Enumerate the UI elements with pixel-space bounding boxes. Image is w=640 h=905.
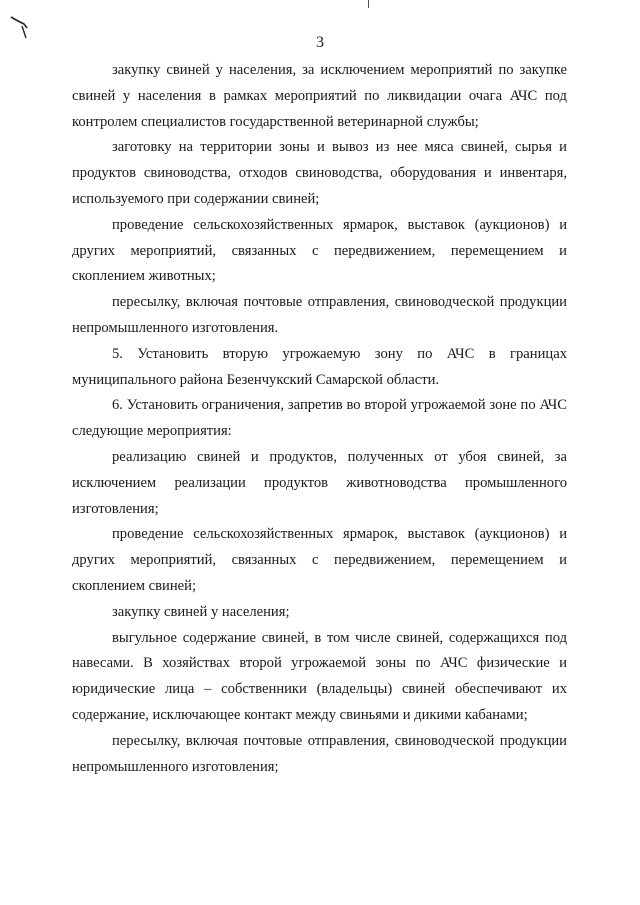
paragraph-7: реализацию свиней и продуктов, полученных от убоя свиней, за исключением реализации продуктов животноводства промышленного изготовления; [72, 448, 567, 517]
paragraph-5: 5. Установить вторую угрожаемую зону по АЧС в границах муниципального района Безенчукский Самарской области. [72, 345, 567, 388]
paragraph-6: 6. Установить ограничения, запретив во второй угрожаемой зоне по АЧС следующие мероприятия: [72, 397, 567, 440]
paragraph-3: проведение сельскохозяйственных ярмарок, выставок (аукционов) и других мероприятий, связанных с передвижением, перемещением и скоплением животных; [72, 216, 567, 285]
paragraph-11: пересылку, включая почтовые отправления, свиноводческой продукции непромышленного изготовления; [72, 732, 567, 775]
paragraph-9: закупку свиней у населения; [112, 603, 290, 620]
paragraph-4: пересылку, включая почтовые отправления, свиноводческой продукции непромышленного изготовления. [72, 294, 567, 336]
page-number: 3 [316, 34, 324, 51]
paragraph-8: проведение сельскохозяйственных ярмарок, выставок (аукционов) и других мероприятий, связанных с передвижением, перемещением и скоплением свиней; [72, 526, 567, 594]
document-body [72, 58, 567, 780]
scan-artifact-mark [368, 0, 369, 8]
paragraph-2: заготовку на территории зоны и вывоз из нее мяса свиней, сырья и продуктов свиноводства, отходов свиноводства, оборудования и инвентаря, используемого при содержании свиней; [72, 139, 567, 207]
paragraph-10: выгульное содержание свиней, в том числе свиней, содержащихся под навесами. В хозяйствах второй угрожаемой зоны по АЧС физические и юридические лица – собственники (владельцы) свиней обеспечивают их содержание, исключающее контакт между свиньями и дикими кабанами; [72, 629, 567, 723]
paragraph-1: закупку свиней у населения, за исключением мероприятий по закупке свиней у населения в рамках мероприятий по ликвидации очага АЧС под контролем специалистов государственной ветеринарной службы; [72, 62, 567, 130]
